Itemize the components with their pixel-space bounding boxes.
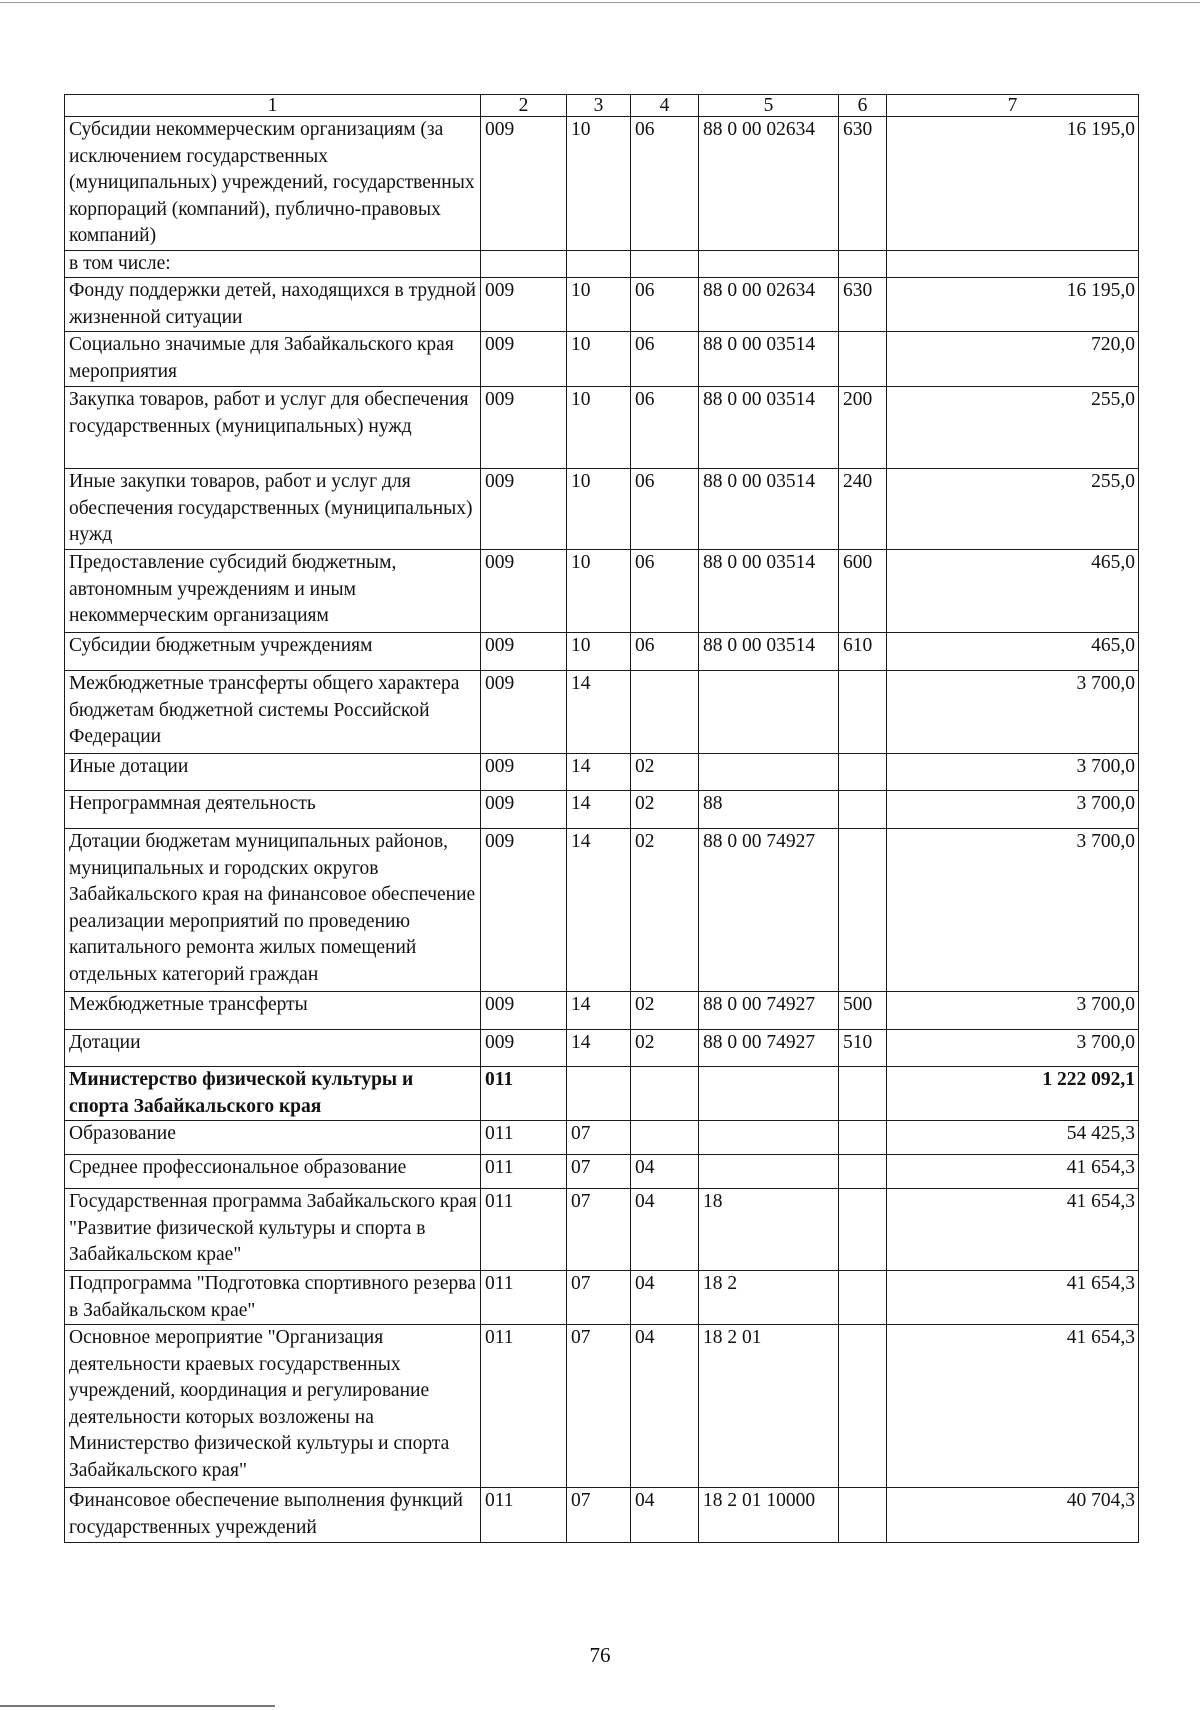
subsection-code: 06 <box>631 633 699 671</box>
amount: 3 700,0 <box>887 992 1139 1030</box>
target-article-code: 88 0 00 74927 <box>699 992 839 1030</box>
section-code: 14 <box>567 1030 631 1067</box>
target-article-code: 88 0 00 03514 <box>699 387 839 469</box>
section-code: 14 <box>567 791 631 829</box>
admin-code <box>481 250 567 278</box>
row-name: Субсидии некоммерческим организациям (за исключением государственных (муниципальных) учреждений, государственных корпораций (компаний), публично-правовых компаний) <box>65 117 481 251</box>
top-rule <box>0 2 1200 3</box>
table-row <box>65 633 1139 671</box>
row-name: Социально значимые для Забайкальского края мероприятия <box>65 332 481 387</box>
subsection-code: 04 <box>631 1271 699 1325</box>
row-name: Образование <box>65 1121 481 1155</box>
amount: 720,0 <box>887 332 1139 387</box>
column-header: 2 <box>481 95 567 117</box>
amount: 465,0 <box>887 550 1139 633</box>
target-article-code: 88 0 00 02634 <box>699 117 839 251</box>
section-code: 10 <box>567 117 631 251</box>
table-row <box>65 278 1139 332</box>
admin-code: 009 <box>481 992 567 1030</box>
table-row <box>65 1155 1139 1189</box>
admin-code: 009 <box>481 1030 567 1067</box>
amount: 40 704,3 <box>887 1488 1139 1543</box>
table-row <box>65 1189 1139 1271</box>
table-row <box>65 469 1139 550</box>
amount: 3 700,0 <box>887 1030 1139 1067</box>
amount: 3 700,0 <box>887 754 1139 791</box>
subsection-code: 02 <box>631 829 699 992</box>
table-row <box>65 1271 1139 1325</box>
admin-code: 009 <box>481 117 567 251</box>
amount <box>887 250 1139 278</box>
expense-type-code <box>839 1155 887 1189</box>
section-code: 10 <box>567 278 631 332</box>
target-article-code <box>699 754 839 791</box>
section-code: 14 <box>567 829 631 992</box>
row-name: в том числе: <box>65 250 481 278</box>
row-name: Закупка товаров, работ и услуг для обеспечения государственных (муниципальных) нужд <box>65 387 481 469</box>
section-code: 07 <box>567 1271 631 1325</box>
subsection-code: 02 <box>631 791 699 829</box>
table-row <box>65 671 1139 754</box>
subsection-code <box>631 1121 699 1155</box>
subsection-code: 06 <box>631 117 699 251</box>
subsection-code: 06 <box>631 469 699 550</box>
table-row <box>65 754 1139 791</box>
amount: 255,0 <box>887 387 1139 469</box>
expense-type-code: 600 <box>839 550 887 633</box>
column-header: 5 <box>699 95 839 117</box>
subsection-code: 04 <box>631 1189 699 1271</box>
amount: 465,0 <box>887 633 1139 671</box>
column-header: 6 <box>839 95 887 117</box>
expense-type-code <box>839 671 887 754</box>
table-row <box>65 1488 1139 1543</box>
section-code: 10 <box>567 469 631 550</box>
amount: 16 195,0 <box>887 278 1139 332</box>
section-code: 10 <box>567 633 631 671</box>
admin-code: 009 <box>481 469 567 550</box>
table-row <box>65 1325 1139 1488</box>
subsection-code <box>631 671 699 754</box>
row-name: Предоставление субсидий бюджетным, автономным учреждениям и иным некоммерческим организациям <box>65 550 481 633</box>
column-header: 3 <box>567 95 631 117</box>
column-number-row <box>65 95 1139 117</box>
admin-code: 009 <box>481 550 567 633</box>
target-article-code: 18 <box>699 1189 839 1271</box>
expense-type-code: 500 <box>839 992 887 1030</box>
page-number: 76 <box>589 1643 611 1667</box>
row-name: Непрограммная деятельность <box>65 791 481 829</box>
section-code: 07 <box>567 1121 631 1155</box>
target-article-code: 88 0 00 74927 <box>699 829 839 992</box>
target-article-code: 88 0 00 03514 <box>699 633 839 671</box>
table-row <box>65 387 1139 469</box>
admin-code: 009 <box>481 791 567 829</box>
subsection-code: 04 <box>631 1155 699 1189</box>
target-article-code: 18 2 <box>699 1271 839 1325</box>
target-article-code: 88 0 00 02634 <box>699 278 839 332</box>
budget-table <box>64 94 1139 1543</box>
section-code: 07 <box>567 1325 631 1488</box>
target-article-code: 18 2 01 10000 <box>699 1488 839 1543</box>
subsection-code: 04 <box>631 1325 699 1488</box>
expense-type-code <box>839 1325 887 1488</box>
admin-code: 011 <box>481 1189 567 1271</box>
table-row <box>65 791 1139 829</box>
row-name: Иные дотации <box>65 754 481 791</box>
target-article-code: 88 0 00 74927 <box>699 1030 839 1067</box>
subsection-code: 06 <box>631 278 699 332</box>
target-article-code: 88 0 00 03514 <box>699 332 839 387</box>
expense-type-code <box>839 250 887 278</box>
subsection-code <box>631 1067 699 1121</box>
subsection-code: 04 <box>631 1488 699 1543</box>
admin-code: 009 <box>481 387 567 469</box>
section-code: 10 <box>567 332 631 387</box>
section-code: 10 <box>567 387 631 469</box>
table-row <box>65 332 1139 387</box>
admin-code: 009 <box>481 829 567 992</box>
row-name: Межбюджетные трансферты общего характера бюджетам бюджетной системы Российской Федерации <box>65 671 481 754</box>
table-row <box>65 1121 1139 1155</box>
expense-type-code: 630 <box>839 117 887 251</box>
amount: 41 654,3 <box>887 1155 1139 1189</box>
expense-type-code: 630 <box>839 278 887 332</box>
subsection-code: 06 <box>631 387 699 469</box>
admin-code: 009 <box>481 754 567 791</box>
admin-code: 011 <box>481 1488 567 1543</box>
row-name: Межбюджетные трансферты <box>65 992 481 1030</box>
section-code <box>567 250 631 278</box>
amount: 16 195,0 <box>887 117 1139 251</box>
subsection-code: 02 <box>631 1030 699 1067</box>
expense-type-code <box>839 1271 887 1325</box>
target-article-code: 18 2 01 <box>699 1325 839 1488</box>
table-row <box>65 829 1139 992</box>
row-name: Субсидии бюджетным учреждениям <box>65 633 481 671</box>
admin-code: 009 <box>481 332 567 387</box>
subsection-code: 02 <box>631 992 699 1030</box>
section-code: 10 <box>567 550 631 633</box>
row-name: Фонду поддержки детей, находящихся в трудной жизненной ситуации <box>65 278 481 332</box>
amount: 41 654,3 <box>887 1271 1139 1325</box>
amount: 255,0 <box>887 469 1139 550</box>
table-row <box>65 550 1139 633</box>
amount: 3 700,0 <box>887 671 1139 754</box>
subsection-code: 06 <box>631 332 699 387</box>
amount: 54 425,3 <box>887 1121 1139 1155</box>
expense-type-code <box>839 1189 887 1271</box>
subsection-code <box>631 250 699 278</box>
admin-code: 009 <box>481 278 567 332</box>
bottom-rule <box>0 1705 275 1707</box>
section-code: 14 <box>567 671 631 754</box>
target-article-code: 88 <box>699 791 839 829</box>
table-row <box>65 117 1139 251</box>
section-code: 07 <box>567 1488 631 1543</box>
target-article-code <box>699 250 839 278</box>
target-article-code: 88 0 00 03514 <box>699 469 839 550</box>
row-name: Финансовое обеспечение выполнения функций государственных учреждений <box>65 1488 481 1543</box>
amount: 41 654,3 <box>887 1189 1139 1271</box>
table-row <box>65 1067 1139 1121</box>
section-code: 07 <box>567 1189 631 1271</box>
expense-type-code: 200 <box>839 387 887 469</box>
amount: 1 222 092,1 <box>887 1067 1139 1121</box>
admin-code: 011 <box>481 1067 567 1121</box>
expense-type-code: 240 <box>839 469 887 550</box>
section-code: 07 <box>567 1155 631 1189</box>
admin-code: 011 <box>481 1155 567 1189</box>
admin-code: 011 <box>481 1271 567 1325</box>
row-name: Государственная программа Забайкальского края "Развитие физической культуры и спорта в Забайкальском крае" <box>65 1189 481 1271</box>
expense-type-code <box>839 1121 887 1155</box>
target-article-code <box>699 671 839 754</box>
section-code: 14 <box>567 992 631 1030</box>
expense-type-code <box>839 754 887 791</box>
target-article-code <box>699 1067 839 1121</box>
row-name: Среднее профессиональное образование <box>65 1155 481 1189</box>
subsection-code: 06 <box>631 550 699 633</box>
admin-code: 009 <box>481 671 567 754</box>
expense-type-code <box>839 332 887 387</box>
target-article-code <box>699 1121 839 1155</box>
admin-code: 011 <box>481 1121 567 1155</box>
expense-type-code: 610 <box>839 633 887 671</box>
amount: 3 700,0 <box>887 829 1139 992</box>
row-name: Иные закупки товаров, работ и услуг для обеспечения государственных (муниципальных) нужд <box>65 469 481 550</box>
table-row <box>65 250 1139 278</box>
row-name: Основное мероприятие "Организация деятельности краевых государственных учреждений, координация и регулирование деятельности которых возложены на Министерство физической культуры и спорта Забайкальского края" <box>65 1325 481 1488</box>
admin-code: 011 <box>481 1325 567 1488</box>
subsection-code: 02 <box>631 754 699 791</box>
table-row <box>65 992 1139 1030</box>
target-article-code: 88 0 00 03514 <box>699 550 839 633</box>
expense-type-code: 510 <box>839 1030 887 1067</box>
section-code: 14 <box>567 754 631 791</box>
expense-type-code <box>839 1488 887 1543</box>
row-name: Министерство физической культуры и спорта Забайкальского края <box>65 1067 481 1121</box>
column-header: 1 <box>65 95 481 117</box>
target-article-code <box>699 1155 839 1189</box>
row-name: Подпрограмма "Подготовка спортивного резерва в Забайкальском крае" <box>65 1271 481 1325</box>
table-row <box>65 1030 1139 1067</box>
admin-code: 009 <box>481 633 567 671</box>
expense-type-code <box>839 829 887 992</box>
expense-type-code <box>839 1067 887 1121</box>
row-name: Дотации <box>65 1030 481 1067</box>
column-header: 7 <box>887 95 1139 117</box>
expense-type-code <box>839 791 887 829</box>
amount: 3 700,0 <box>887 791 1139 829</box>
amount: 41 654,3 <box>887 1325 1139 1488</box>
column-header: 4 <box>631 95 699 117</box>
row-name: Дотации бюджетам муниципальных районов, муниципальных и городских округов Забайкальского края на финансовое обеспечение реализации мероприятий по проведению капитального ремонта жилых помещений отдельных категорий граждан <box>65 829 481 992</box>
section-code <box>567 1067 631 1121</box>
